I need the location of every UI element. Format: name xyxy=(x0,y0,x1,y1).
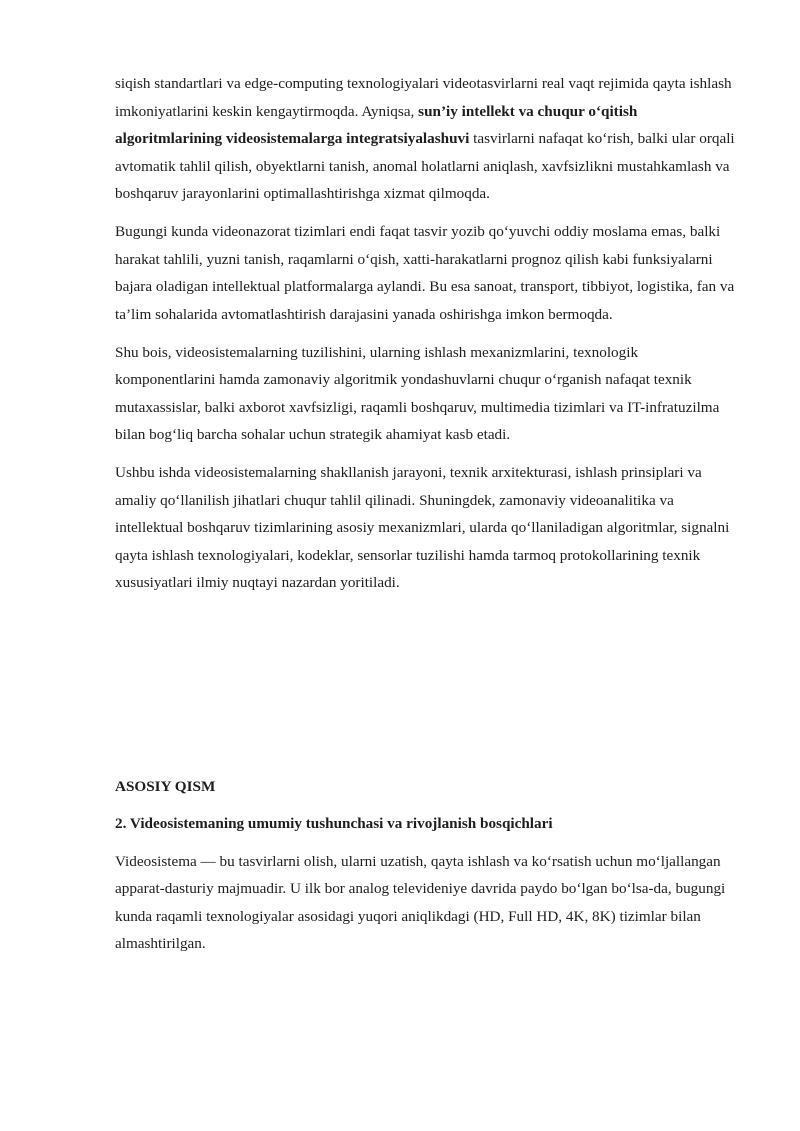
paragraph-video-surveillance: Bugungi kunda videonazorat tizimlari endi faqat tasvir yozib qo‘yuvchi oddiy moslama emas, balki harakat tahlili, yuzni tanish, raqamlarni o‘qish, xatti-harakatlarni prognoz qilish kabi funksiyalarni bajara oladigan intellektual platformalarga aylandi. Bu esa sanoat, transport, tibbiyot, logistika, fan va ta’lim sohalarida avtomatlashtirish darajasini yanada oshirishga imkon bermoqda. xyxy=(115,223,735,323)
bold-phrase: sun’iy intellekt va chuqur o‘qitish algoritmlarining videosistemalarga integratsiyalashuvi xyxy=(115,102,638,147)
paragraph-text-after: tasvirlarni nafaqat ko‘rish, balki ular orqali avtomatik tahlil qilish, obyektlarni tanish, anomal holatlarni aniqlash, xavfsizlikni mustahkamlash va boshqaruv jarayonlarini optimallashtirishga xizmat qilmoqda. xyxy=(115,130,735,202)
section-heading: ASOSIY QISM xyxy=(115,777,216,795)
paragraph-strategic-importance: Shu bois, videosistemalarning tuzilishini, ularning ishlash mexanizmlarini, texnologik komponentlarini hamda zamonaviy algoritmik yondashuvlarni chuqur o‘rganish nafaqat texnik mutaxassislar, balki axborot xavfsizligi, raqamli boshqaruv, multimedia tizimlari va IT-infratuzilma bilan bog‘liq barcha sohalar uchun strategik ahamiyat kasb etadi. xyxy=(115,343,720,443)
subsection-heading: 2. Videosistemaning umumiy tushunchasi va rivojlanish bosqichlari xyxy=(115,815,553,832)
paragraph-work-scope: Ushbu ishda videosistemalarning shakllanish jarayoni, texnik arxitekturasi, ishlash prinsiplari va amaliy qo‘llanilish jihatlari chuqur tahlil qilinadi. Shuningdek, zamonaviy videoanalitika va intellektual boshqaruv tizimlarining asosiy mexanizmlari, ularda qo‘llaniladigan algoritmlar, signalni qayta ishlash texnologiyalari, kodeklar, sensorlar tuzilishi hamda tarmoq protokollarining texnik xususiyatlari ilmiy nuqtayi nazardan yoritiladi. xyxy=(115,464,730,591)
paragraph-videosystem-definition: Videosistema — bu tasvirlarni olish, ularni uzatish, qayta ishlash va ko‘rsatish uchun mo‘ljallangan apparat-dasturiy majmuadir. U ilk bor analog televideniye davrida paydo bo‘lgan bo‘lsa-da, bugungi kunda raqamli texnologiyalar asosidagi yuqori aniqlikdagi (HD, Full HD, 4K, 8K) tizimlar bilan almashtirilgan. xyxy=(115,852,726,952)
paragraph-ai-integration xyxy=(115,70,740,208)
document-page xyxy=(115,70,740,968)
paragraph-text-before: siqish standartlari va edge-computing texnologiyalari videotasvirlarni real vaqt rejimida qayta ishlash imkoniyatlarini keskin kengaytirmoqda. Ayniqsa, xyxy=(115,75,732,120)
